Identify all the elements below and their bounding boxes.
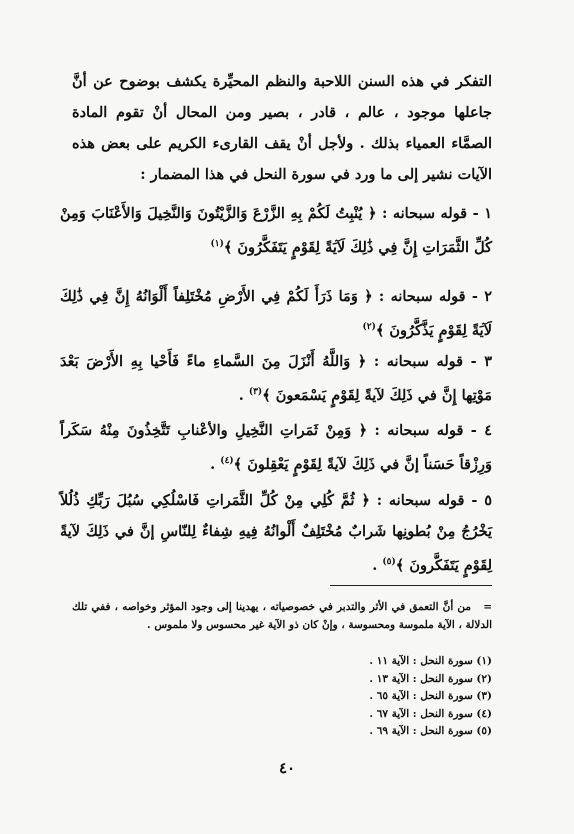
footnotes-list — [200, 653, 492, 741]
verse-quote: ﴿ وَمِنْ ثَمَراتِ النَّخِيلِ والأعْنابِ تَتَّخِذُونَ مِنْهُ سَكَراً وَرِزْقاً حَسَناً إنَّ في ذَلِكَ لآيةً لِقَوْمٍ يَعْقِلونَ ﴾ — [60, 422, 492, 473]
footnote-item: (٤) سورة النحل : الآية ٦٧ . — [369, 707, 492, 720]
footnote-item: (٥) سورة النحل : الآية ٦٩ . — [369, 725, 492, 737]
item-number: ٥ — [484, 492, 492, 509]
item-number: ١ — [484, 205, 492, 222]
item-prefix: قوله سبحانه : — [381, 205, 468, 222]
page-number: ٤٠ — [278, 759, 296, 777]
item-number: ٣ — [484, 353, 492, 370]
verse-item-3: ٣ - قوله سبحانه : ﴿ وَاللَّهُ أَنْزَلَ مِنَ السَّماءِ ماءً فَأَحْيا بِهِ الأَرْضَ بَعْدَ مَوْتِها إِنَّ في ذَلِكَ لآيةً لِقَوْمٍ يَسْمَعونَ ﴾$^{(٣)}$ . — [60, 353, 492, 404]
verse-end-mark: . — [238, 386, 244, 404]
item-prefix: قوله سبحانه : — [374, 422, 464, 439]
verse-quote: ﴿ وَاللَّهُ أَنْزَلَ مِنَ السَّماءِ ماءً فَأَحْيا بِهِ الأَرْضَ بَعْدَ مَوْتِها إِنَّ في ذَلِكَ لآيةً لِقَوْمٍ يَسْمَعونَ ﴾ — [60, 353, 492, 404]
intro-paragraph: التفكر في هذه السنن اللاحبة والنظم المحيِّرة يكشف بوضوح عن أنَّ جاعلها موجود ، عالم ، قادر ، بصير ومن المحال أنْ تقوم المادة الصمَّاء العمياء بذلك . ولأجل أنْ يقف القارىء الكريم على بعض هذه الآيات نشير إلى ما ورد في سورة النحل في هذا المضمار : — [72, 73, 492, 183]
verse-item-2: ٢ - قوله سبحانه : ﴿ وَمَا ذَرَأَ لَكُمْ فِي الأَرْضِ مُخْتَلِفاً أَلْوَانُهُ إِنَّ فِي ذَٰلِكَ لَآيَةً لِقَوْمٍ يَذَّكَّرُونَ ﴾$^{(٢)}$ — [60, 288, 492, 339]
verse-quote: ﴿ وَمَا ذَرَأَ لَكُمْ فِي الأَرْضِ مُخْتَلِفاً أَلْوَانُهُ إِنَّ فِي ذَٰلِكَ لَآيَةً لِقَوْمٍ يَذَّكَّرُونَ ﴾ — [60, 288, 492, 339]
continuation-text: من أنَّ التعمق في الأثر والتدبر في خصوصياته ، يهدينا إلى وجود المؤثر وخواصه ، ففي تلك الدلالة ، الآية ملموسة ومحسوسة ، وإنْ كان ذو الآية غير محسوس ولا ملموس . — [72, 601, 492, 631]
verse-end-mark: . — [210, 455, 216, 473]
item-number: ٤ — [484, 422, 492, 439]
item-prefix: قوله سبحانه : — [376, 492, 465, 509]
item-prefix: قوله سبحانه : — [373, 353, 464, 370]
footnote-ref: (٤) — [220, 456, 234, 466]
footnote-ref: (٣) — [248, 387, 263, 397]
footnote-separator — [330, 585, 492, 586]
verse-quote: ﴿ ثُمَّ كُلِي مِنْ كُلِّ الثَّمَراتِ فَاسْلُكِي سُبُلَ رَبِّكِ ذُلُلاً يَخْرُجُ مِنْ بُطونِها شَرابٌ مُخْتَلِفٌ أَلْوانُهُ فِيهِ شِفاءٌ لِلنّاسِ إنَّ في ذَلِكَ لآيةً لِقَوْمٍ يَتَفَكَّرونَ ﴾ — [60, 492, 492, 574]
footnote-item: (١) سورة النحل : الآية ١١ . — [369, 655, 492, 667]
footnote-ref: (١) — [210, 239, 224, 249]
verse-quote: ﴿ يُنْبِتُ لَكُمْ بِهِ الزَّرْعَ وَالزَّيْتُونَ وَالنَّخِيلَ وَالأَعْنَابَ وَمِنْ كُلِّ الثَّمَرَاتِ إِنَّ فِي ذَٰلِكَ لَآيَةً لِقَوْمٍ يَتَفَكَّرُونَ ﴾ — [60, 205, 492, 256]
item-prefix: قوله سبحانه : — [378, 288, 466, 305]
verse-end-mark: . — [372, 556, 378, 574]
footnote-item: (٣) سورة النحل : الآية ٦٥ . — [369, 690, 492, 702]
footnote-ref: (٥) — [382, 557, 396, 567]
verse-item-5: ٥ - قوله سبحانه : ﴿ ثُمَّ كُلِي مِنْ كُلِّ الثَّمَراتِ فَاسْلُكِي سُبُلَ رَبِّكِ ذُلُلاً يَخْرُجُ مِنْ بُطونِها شَرابٌ مُخْتَلِفٌ أَلْوانُهُ فِيهِ شِفاءٌ لِلنّاسِ إنَّ في ذَلِكَ لآيةً لِقَوْمٍ يَتَفَكَّرونَ ﴾$^{(٥)}$ . — [60, 492, 492, 574]
footnote-continuation — [72, 598, 492, 634]
verse-item-4: ٤ - قوله سبحانه : ﴿ وَمِنْ ثَمَراتِ النَّخِيلِ والأعْنابِ تَتَّخِذُونَ مِنْهُ سَكَراً وَرِزْقاً حَسَناً إنَّ في ذَلِكَ لآيةً لِقَوْمٍ يَعْقِلونَ ﴾$^{(٤)}$ . — [60, 422, 492, 473]
item-number: ٢ — [484, 288, 492, 305]
continuation-marker: = — [483, 601, 493, 613]
footnote-ref: (٢) — [362, 322, 376, 332]
verse-item-1: ١ - قوله سبحانه : ﴿ يُنْبِتُ لَكُمْ بِهِ الزَّرْعَ وَالزَّيْتُونَ وَالنَّخِيلَ وَالأَعْنَابَ وَمِنْ كُلِّ الثَّمَرَاتِ إِنَّ فِي ذَٰلِكَ لَآيَةً لِقَوْمٍ يَتَفَكَّرُونَ ﴾$^{(١)}$ — [60, 205, 492, 256]
footnote-item: (٢) سورة النحل : الآية ١٣ . — [369, 672, 492, 685]
